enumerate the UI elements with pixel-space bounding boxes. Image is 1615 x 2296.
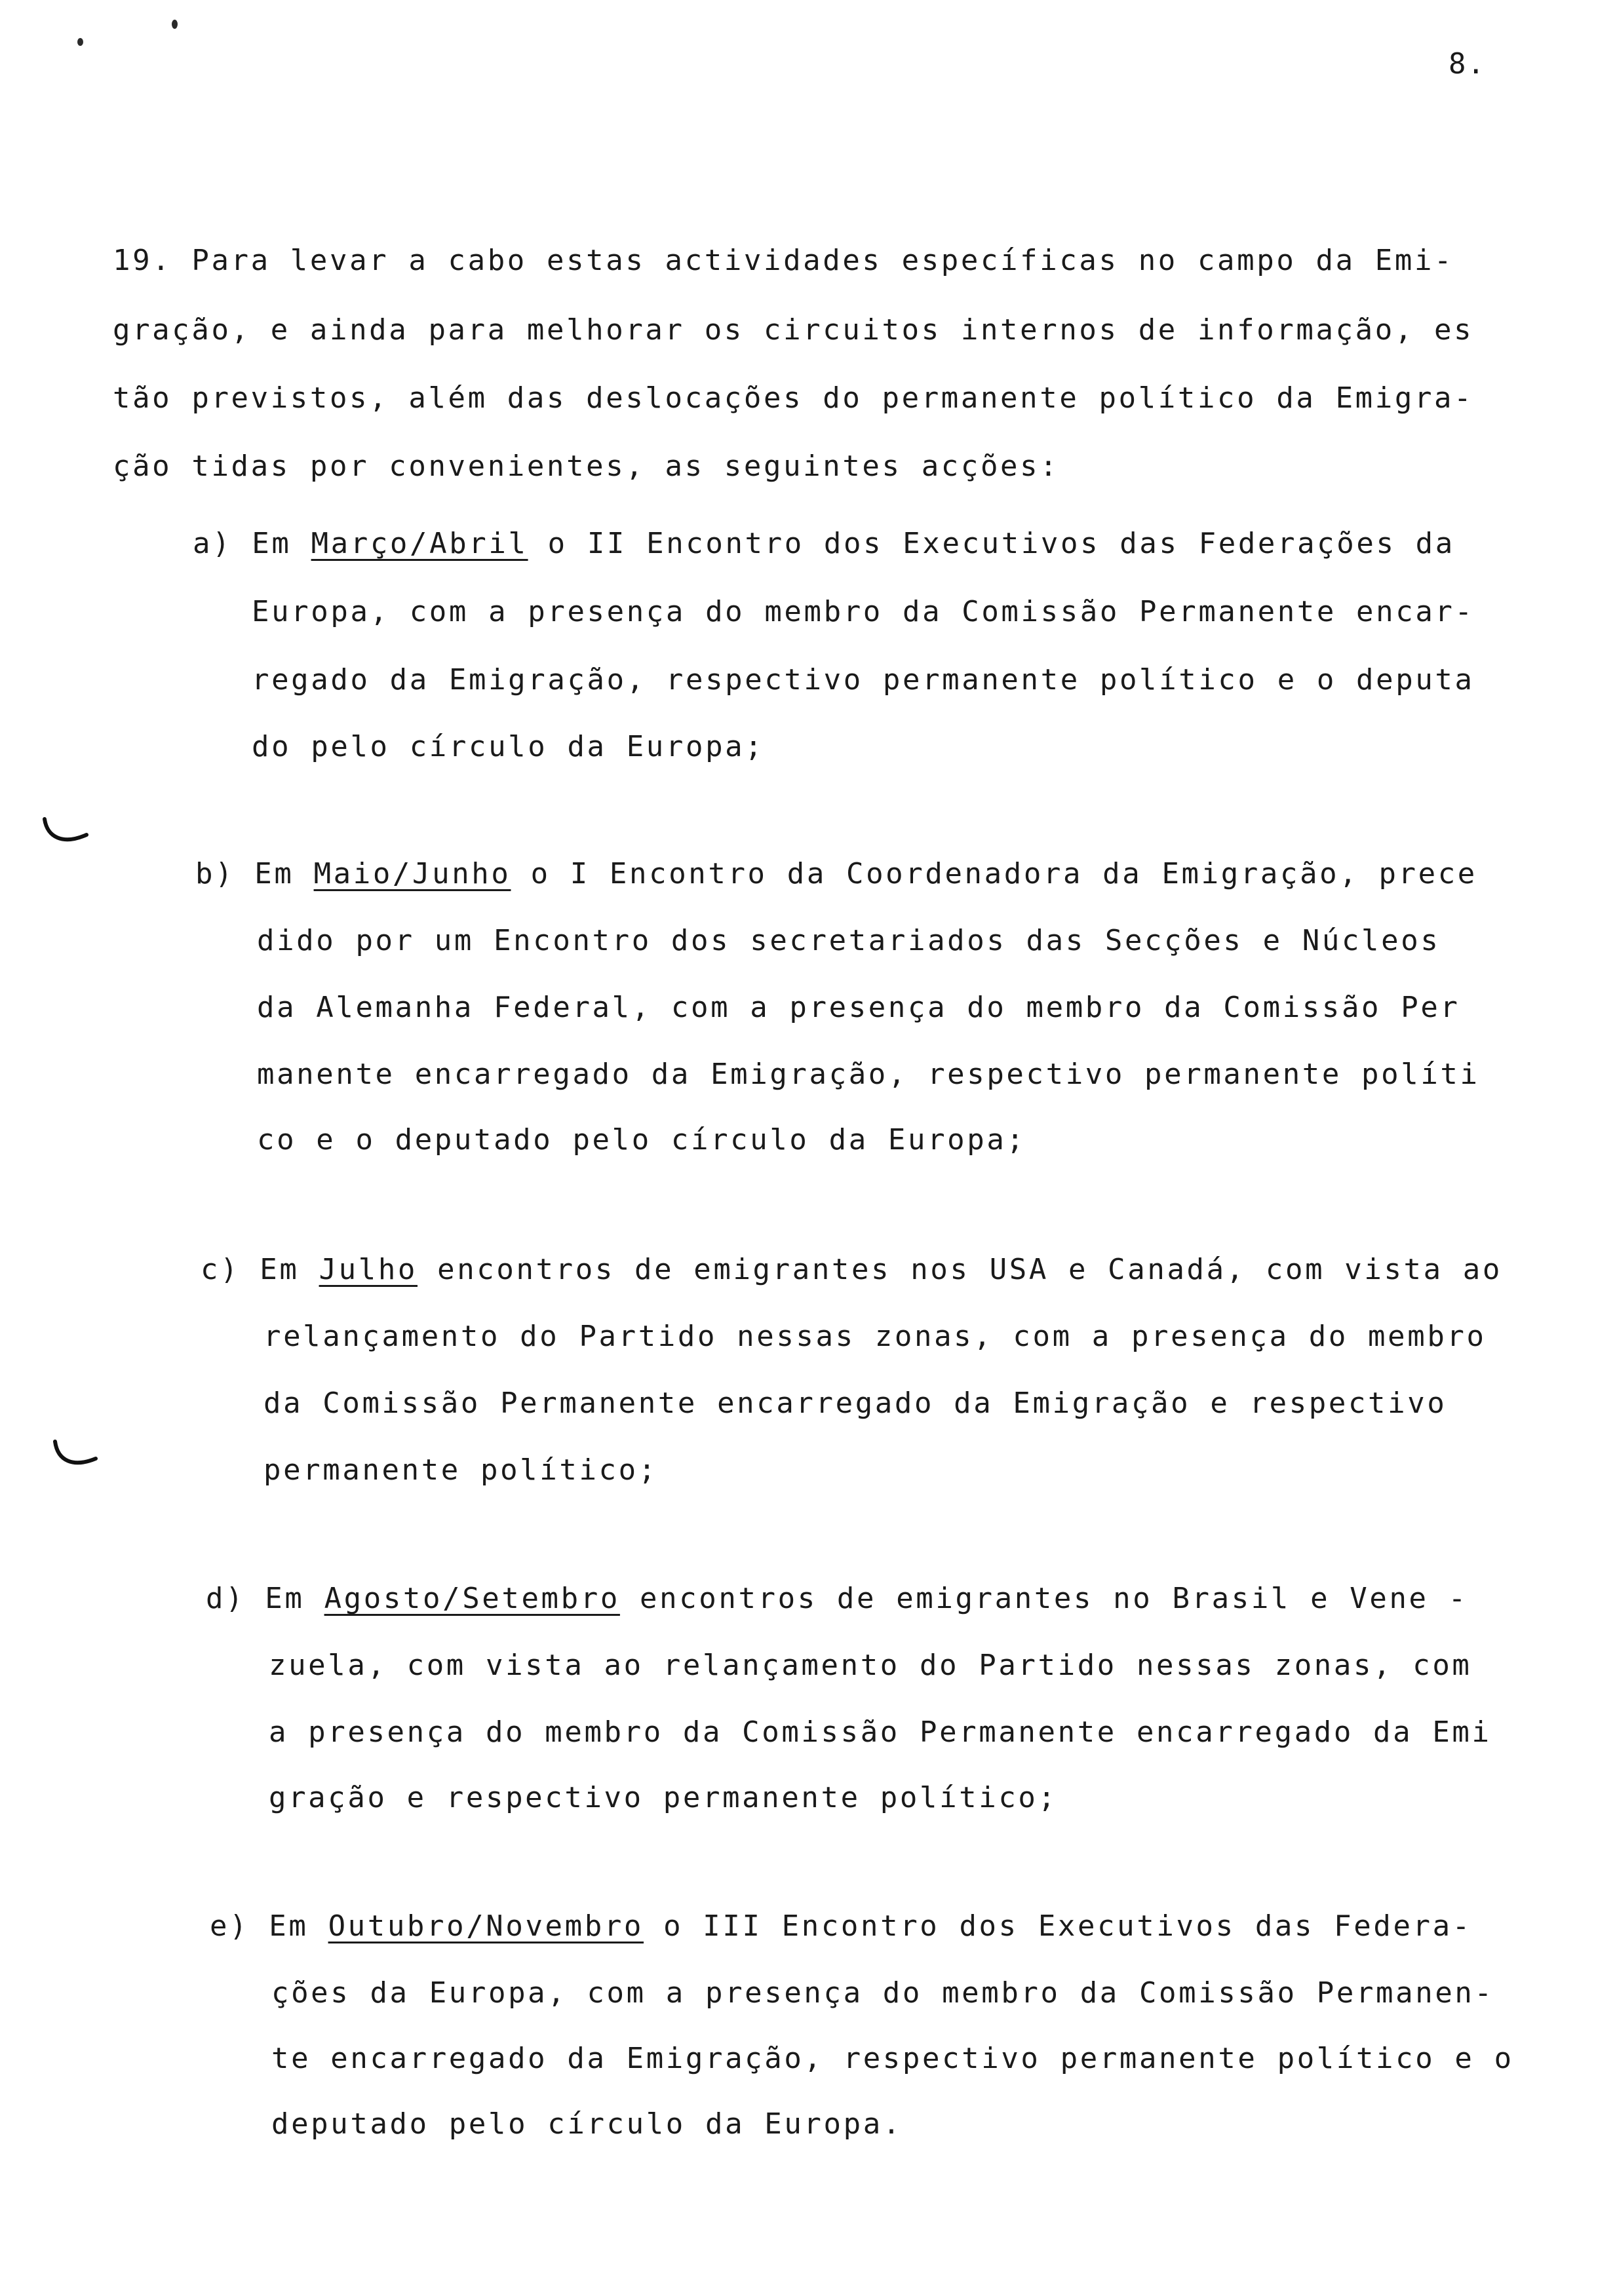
list-item-line: relançamento do Partido nessas zonas, com a presença do membro xyxy=(263,1320,1487,1353)
item-label: b) xyxy=(195,857,235,890)
item-prefix: Em xyxy=(254,857,294,890)
list-item-line: co e o deputado pelo círculo da Europa; xyxy=(257,1123,1026,1157)
item-period: Outubro/Novembro xyxy=(328,1909,644,1943)
item-period: Março/Abril xyxy=(311,527,528,560)
scan-speck xyxy=(172,20,178,29)
item-label: e) xyxy=(210,1909,250,1943)
list-item-line: deputado pelo círculo da Europa. xyxy=(271,2107,903,2141)
list-item-line: manente encarregado da Emigração, respectivo permanente políti xyxy=(257,1058,1480,1091)
margin-check-mark xyxy=(51,1435,104,1474)
paragraph-line: ção tidas por convenientes, as seguintes acções: xyxy=(113,450,1060,483)
paragraph-line: tão previstos, além das deslocações do permanente político da Emigra- xyxy=(113,381,1474,415)
list-item-line: Europa, com a presença do membro da Comissão Permanente encar- xyxy=(252,595,1475,628)
item-prefix: Em xyxy=(252,527,292,560)
list-item-line: da Alemanha Federal, com a presença do membro da Comissão Per xyxy=(257,991,1460,1024)
item-text: encontros de emigrantes no Brasil e Vene - xyxy=(640,1582,1468,1615)
list-item-line: zuela, com vista ao relançamento do Partido nessas zonas, com xyxy=(269,1649,1472,1682)
list-item-first-line xyxy=(210,1909,1472,1943)
item-prefix: Em xyxy=(265,1582,305,1615)
list-item-line: ções da Europa, com a presença do membro da Comissão Permanen- xyxy=(271,1976,1494,2010)
list-item-line: regado da Emigração, respectivo permanente político e o deputa xyxy=(252,663,1475,697)
item-text: encontros de emigrantes nos USA e Canadá, com vista ao xyxy=(437,1253,1502,1286)
item-text: o II Encontro dos Executivos das Federações da xyxy=(547,527,1455,560)
list-item-line: do pelo círculo da Europa; xyxy=(252,730,765,763)
list-item-line: te encarregado da Emigração, respectivo permanente político e o xyxy=(271,2042,1514,2075)
scan-speck xyxy=(77,38,83,46)
list-item-line: dido por um Encontro dos secretariados das Secções e Núcleos xyxy=(257,924,1441,957)
list-item-line: permanente político; xyxy=(263,1453,658,1487)
margin-check-mark xyxy=(41,811,93,851)
list-item-first-line xyxy=(201,1255,1502,1284)
item-period: Julho xyxy=(319,1253,418,1286)
list-item-line: da Comissão Permanente encarregado da Emigração e respectivo xyxy=(263,1387,1447,1420)
item-label: a) xyxy=(193,527,233,560)
paragraph-line: gração, e ainda para melhorar os circuitos internos de informação, es xyxy=(113,313,1474,347)
item-text: o I Encontro da Coordenadora da Emigração, prece xyxy=(530,857,1477,890)
page-number: 8. xyxy=(1449,47,1486,81)
list-item-line: gração e respectivo permanente político; xyxy=(269,1781,1058,1814)
list-item-first-line xyxy=(195,857,1477,890)
item-period: Maio/Junho xyxy=(313,857,511,890)
item-label: d) xyxy=(206,1582,246,1615)
list-item-line: a presença do membro da Comissão Permanente encarregado da Emi xyxy=(269,1715,1492,1749)
item-prefix: Em xyxy=(260,1253,300,1286)
item-label: c) xyxy=(201,1253,241,1286)
item-period: Agosto/Setembro xyxy=(324,1582,620,1615)
list-item-first-line xyxy=(206,1584,1468,1613)
item-prefix: Em xyxy=(269,1909,309,1943)
paragraph-line: 19. Para levar a cabo estas actividades específicas no campo da Emi- xyxy=(113,244,1454,277)
item-text: o III Encontro dos Executivos das Federa- xyxy=(663,1909,1472,1943)
list-item-first-line xyxy=(193,529,1455,558)
